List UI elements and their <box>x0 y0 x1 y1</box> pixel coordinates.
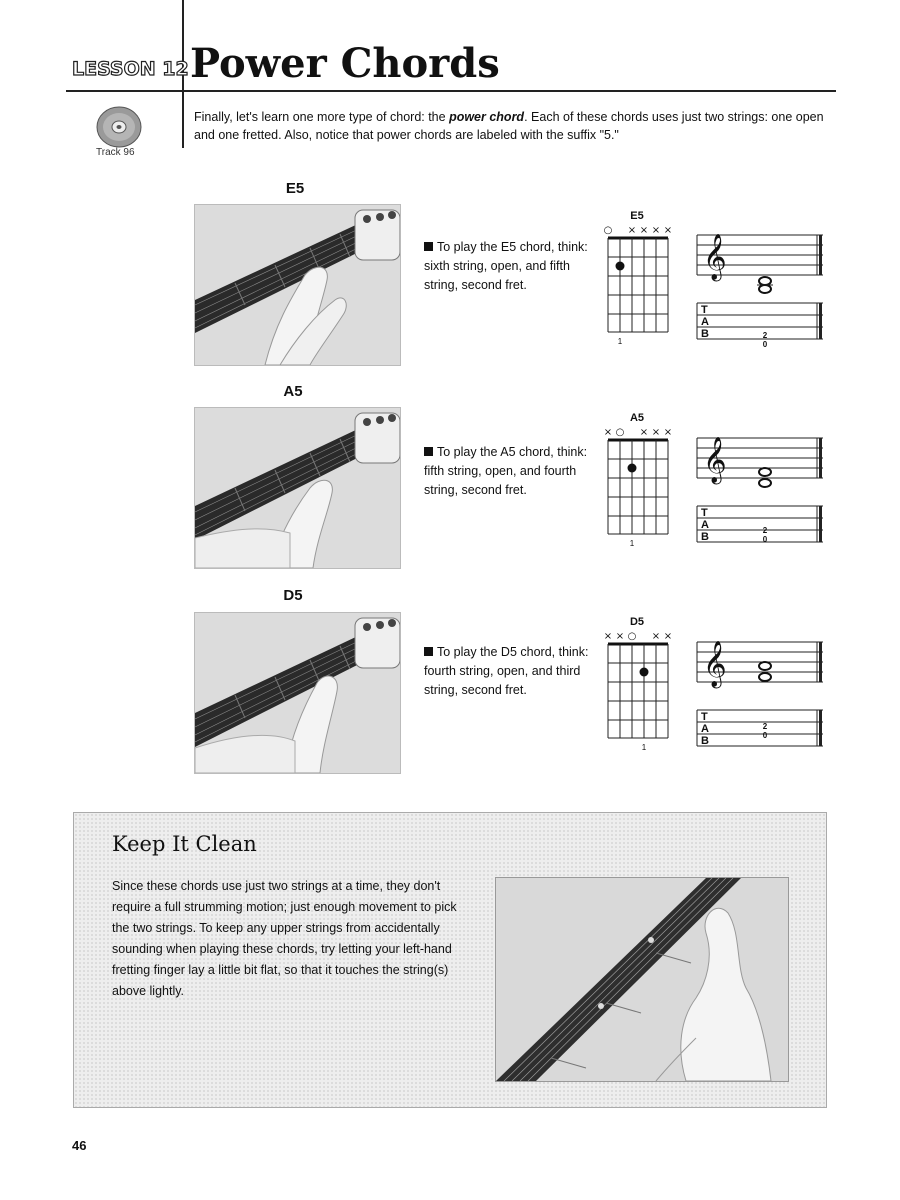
string-mark: × <box>603 631 613 642</box>
string-mark: ○ <box>615 427 625 438</box>
intro-paragraph <box>194 108 834 144</box>
finger-number: 1 <box>641 743 647 752</box>
tip-text: Since these chords use just two strings at a time, they don't require a full strumming motion; just enough movement to pick the two strings. To keep any upper strings from accidentally sounding when playing these chords, try letting your left-hand fretting finger lay a little bit flat, so that it touches the string(s) above lightly. <box>112 879 457 998</box>
lesson-label: LESSON 12 <box>72 58 189 80</box>
track-label: Track 96 <box>96 147 135 158</box>
string-mark: ○ <box>627 631 637 642</box>
finger-number: 1 <box>629 539 635 548</box>
string-mark: × <box>651 631 661 642</box>
chord-description <box>424 238 589 295</box>
tab-letter: T <box>701 304 708 316</box>
finger-number: 1 <box>617 337 623 346</box>
chord-description-text: To play the E5 chord, think: sixth string, open, and fifth string, second fret. <box>424 240 588 292</box>
intro-text-2: . Each of these chords uses just two strings: one open and one fretted. Also, notice that power chords are labeled with the suffix "5." <box>194 110 824 142</box>
string-mark: × <box>627 225 637 236</box>
chord-diagram <box>594 208 674 348</box>
title-underline <box>66 90 836 92</box>
intro-text-1: Finally, let's learn one more type of chord: the <box>194 110 450 124</box>
chord-photo <box>194 407 401 569</box>
chord-description <box>424 443 589 500</box>
tab-letter: B <box>701 328 709 340</box>
chord-description-text: To play the A5 chord, think: fifth string, open, and fourth string, second fret. <box>424 445 588 497</box>
finger-dot <box>616 262 625 271</box>
tab-letter: B <box>701 531 709 543</box>
string-mark: × <box>651 225 661 236</box>
string-mark: × <box>663 427 673 438</box>
string-mark: × <box>663 631 673 642</box>
string-mark: × <box>615 631 625 642</box>
notation-staff <box>695 632 825 762</box>
treble-clef-icon: 𝄞 <box>703 437 727 483</box>
bullet-icon <box>424 242 433 251</box>
intro-emphasis: power chord <box>449 110 525 124</box>
diagram-chord-name: A5 <box>629 412 645 424</box>
tab-number: 2 <box>762 722 768 731</box>
page-title: Power Chords <box>190 40 500 87</box>
bullet-icon <box>424 447 433 456</box>
tab-letter: B <box>701 735 709 747</box>
diagram-chord-name: E5 <box>630 210 644 222</box>
treble-clef-icon: 𝄞 <box>703 641 727 687</box>
tab-letter: A <box>701 519 709 531</box>
chord-photo <box>194 204 401 366</box>
string-mark: × <box>651 427 661 438</box>
string-mark: × <box>639 225 649 236</box>
notation-staff <box>695 428 825 558</box>
page-number: 46 <box>72 1138 87 1153</box>
finger-dot <box>628 464 637 473</box>
chord-title: D5 <box>283 587 303 604</box>
chord-photo <box>194 612 401 774</box>
tab-letter: A <box>701 723 709 735</box>
chord-description-text: To play the D5 chord, think: fourth string, open, and third string, second fret. <box>424 645 589 697</box>
diagram-chord-name: D5 <box>629 616 645 628</box>
bullet-icon <box>424 647 433 656</box>
tab-letter: T <box>701 711 708 723</box>
chord-title: E5 <box>285 180 305 197</box>
tab-letter: T <box>701 507 708 519</box>
tip-title: Keep It Clean <box>112 832 257 856</box>
chord-description <box>424 643 589 700</box>
tab-letter: A <box>701 316 709 328</box>
tab-number: 2 <box>762 526 768 535</box>
finger-dot <box>640 668 649 677</box>
tab-number: 0 <box>762 535 768 544</box>
tip-photo <box>495 877 789 1082</box>
string-mark: ○ <box>603 225 613 236</box>
notation-staff <box>695 225 825 355</box>
string-mark: × <box>663 225 673 236</box>
chord-diagram <box>594 410 674 550</box>
string-mark: × <box>639 427 649 438</box>
treble-clef-icon: 𝄞 <box>703 234 727 280</box>
string-mark: × <box>603 427 613 438</box>
cd-icon <box>95 103 143 151</box>
tab-number: 0 <box>762 340 768 349</box>
tab-number: 0 <box>762 731 768 740</box>
tab-number: 2 <box>762 331 768 340</box>
chord-title: A5 <box>283 383 303 400</box>
chord-diagram <box>594 614 674 754</box>
